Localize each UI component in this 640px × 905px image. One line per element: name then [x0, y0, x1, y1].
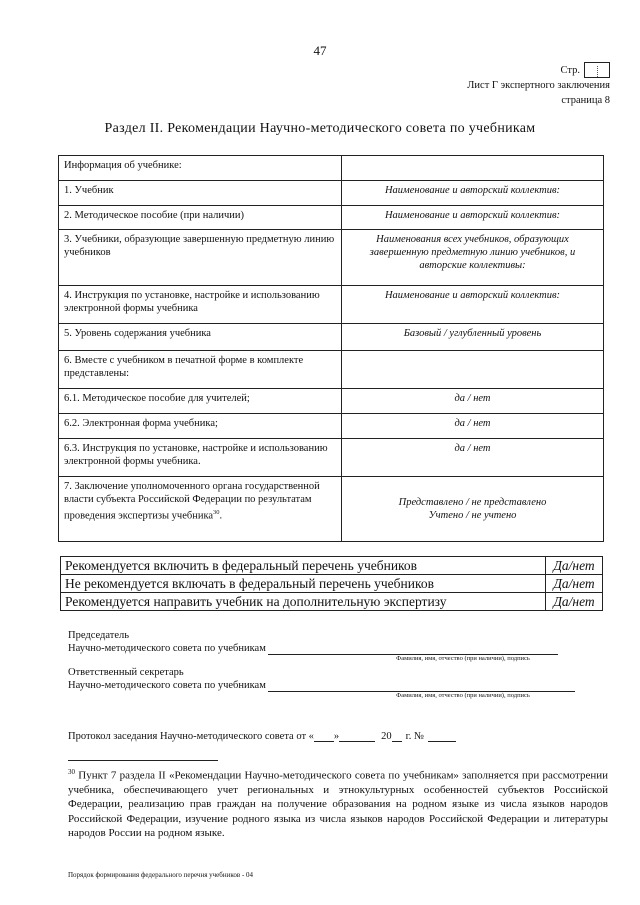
row-label: 4. Инструкция по установке, настройке и использованию электронной формы учебника [59, 286, 342, 324]
table-row [59, 414, 604, 439]
row-label: 6.3. Инструкция по установке, настройке и использованию электронной формы учебника. [59, 439, 342, 477]
page-box-line [467, 62, 610, 78]
protocol-number-field[interactable] [428, 730, 456, 742]
row7-label-text: 7. Заключение уполномоченного органа государственной власти субъекта Российской Федерации по результатам проведения экспертизы учебника [64, 481, 320, 522]
secretary-title: Ответственный секретарь [68, 667, 184, 678]
row-label: 5. Уровень содержания учебника [59, 324, 342, 351]
protocol-day-field[interactable] [314, 730, 334, 742]
protocol-prefix: Протокол заседания Научно-методического совета от « [68, 731, 314, 742]
page-number: 47 [313, 43, 327, 58]
row-value[interactable]: да / нет [342, 439, 604, 477]
row-value[interactable]: да / нет [342, 389, 604, 414]
recommendation-row [61, 593, 603, 611]
table-row [59, 324, 604, 351]
recommendation-text: Не рекомендуется включать в федеральный перечень учебников [61, 575, 546, 593]
str-label: Стр. [560, 64, 580, 76]
info-header-cell: Информация об учебнике: [59, 156, 342, 181]
chair-signature-line[interactable] [268, 643, 558, 655]
secretary-signature-block [68, 666, 608, 700]
recommendation-option[interactable]: Да/нет [546, 593, 603, 611]
row-label: 6. Вместе с учебником в печатной форме в комплекте представлены: [59, 351, 342, 389]
row-label: 6.2. Электронная форма учебника; [59, 414, 342, 439]
info-header-row [59, 156, 604, 181]
row-label: 2. Методическое пособие (при наличии) [59, 206, 342, 230]
textbook-info-table [58, 155, 604, 542]
chair-title: Председатель [68, 630, 130, 641]
row7-value-line2: Учтено / не учтено [428, 510, 517, 521]
recommendations-table [60, 556, 603, 611]
row-value[interactable]: Наименование и авторский коллектив: [342, 206, 604, 230]
row-value [342, 351, 604, 389]
footnote-number: 30 [68, 768, 75, 776]
row7-value-line1: Представлено / не представлено [398, 497, 547, 508]
protocol-line [68, 730, 456, 742]
recommendation-row [61, 557, 603, 575]
sheet-header [467, 62, 610, 108]
chair-caption: Фамилия, имя, отчество (при наличии), подпись [396, 655, 530, 662]
recommendation-text: Рекомендуется включить в федеральный перечень учебников [61, 557, 546, 575]
footnote-text: Пункт 7 раздела II «Рекомендации Научно-методического совета по учебникам» заполняется при рассмотрении учебника, обеспечивающего учет региональных и этнокультурных особенностей субъектов Российской Федерации, реализацию прав граждан на получение образования на родном языке из числа языков народов Российской Федерации, изучение родного языка из числа языков народов Российской Федерации и литературы народов России на родном языке. [68, 769, 608, 839]
document-footer: Порядок формирования федерального перечня учебников - 04 [68, 871, 254, 879]
recommendation-text: Рекомендуется направить учебник на дополнительную экспертизу [61, 593, 546, 611]
table-row [59, 351, 604, 389]
row-label [59, 477, 342, 542]
row-value[interactable]: да / нет [342, 414, 604, 439]
table-row [59, 181, 604, 206]
table-row [59, 439, 604, 477]
protocol-mid: » [333, 731, 340, 742]
table-row [59, 477, 604, 542]
row7-label-end: . [219, 510, 223, 522]
secretary-signature-line[interactable] [268, 680, 575, 692]
row-label: 1. Учебник [59, 181, 342, 206]
footnote-ref: 30 [213, 509, 220, 516]
chair-signature-block [68, 629, 608, 663]
sheet-label: Лист Г экспертного заключения [467, 80, 610, 91]
row-label: 3. Учебники, образующие завершенную предметную линию учебников [59, 230, 342, 286]
protocol-year-field[interactable] [392, 730, 402, 742]
secretary-caption: Фамилия, имя, отчество (при наличии), подпись [396, 692, 530, 699]
chair-council: Научно-методического совета по учебникам [68, 643, 266, 654]
protocol-suffix: г. № [405, 731, 425, 742]
row-value[interactable]: Наименование и авторский коллектив: [342, 181, 604, 206]
info-header-empty [342, 156, 604, 181]
table-row [59, 389, 604, 414]
row-value[interactable]: Наименование и авторский коллектив: [342, 286, 604, 324]
table-row [59, 206, 604, 230]
row-value[interactable]: Наименования всех учебников, образующих завершенную предметную линию учебников, и авторские коллективы: [342, 230, 604, 286]
protocol-year-label: 20 [381, 731, 392, 742]
row-label: 6.1. Методическое пособие для учителей; [59, 389, 342, 414]
chair-row [68, 642, 608, 655]
secretary-row [68, 679, 608, 692]
sheet-page-label: страница 8 [561, 95, 610, 106]
page-number-box[interactable] [584, 62, 610, 78]
table-row [59, 286, 604, 324]
section-title: Раздел II. Рекомендации Научно-методического совета по учебникам [104, 121, 536, 136]
table-row [59, 230, 604, 286]
recommendation-row [61, 575, 603, 593]
footnote [68, 765, 608, 840]
protocol-month-field[interactable] [339, 730, 375, 742]
footnote-divider [68, 760, 218, 761]
row-value[interactable] [342, 477, 604, 542]
recommendation-option[interactable]: Да/нет [546, 557, 603, 575]
row-value[interactable]: Базовый / углубленный уровень [342, 324, 604, 351]
secretary-council: Научно-методического совета по учебникам [68, 680, 266, 691]
recommendation-option[interactable]: Да/нет [546, 575, 603, 593]
